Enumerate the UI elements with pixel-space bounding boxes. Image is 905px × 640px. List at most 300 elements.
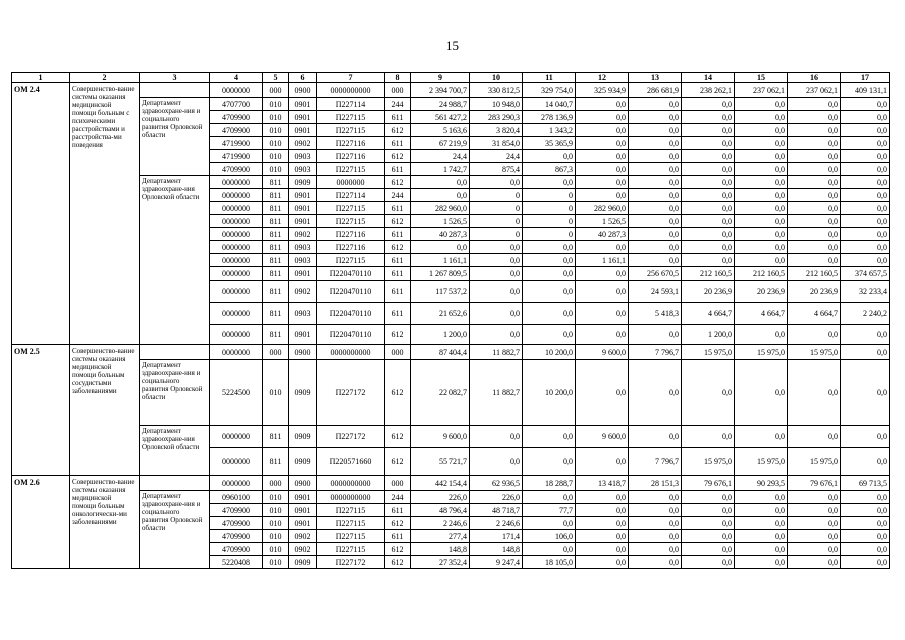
table-cell: 0	[523, 189, 576, 202]
table-cell: 811	[263, 241, 289, 254]
table-cell: 4 664,7	[682, 303, 735, 325]
table-cell: 0,0	[682, 137, 735, 150]
header-cell: 15	[735, 73, 788, 83]
department-cell	[140, 345, 210, 360]
table-cell: 0000000000	[317, 476, 385, 491]
table-cell: 0,0	[841, 556, 890, 569]
table-cell: 811	[263, 228, 289, 241]
table-cell: 90 293,5	[735, 476, 788, 491]
table-cell: 611	[385, 163, 411, 176]
table-cell: 32 233,4	[841, 281, 890, 303]
table-cell: П227115	[317, 517, 385, 530]
table-cell: 0,0	[629, 556, 682, 569]
table-cell: 0,0	[682, 556, 735, 569]
table-cell: 612	[385, 325, 411, 345]
table-cell: 0909	[289, 448, 317, 476]
table-cell: 0,0	[788, 228, 841, 241]
table-cell: 0903	[289, 303, 317, 325]
table-cell: 0,0	[841, 543, 890, 556]
table-cell: 0,0	[576, 137, 629, 150]
table-cell: 2 246,6	[411, 517, 470, 530]
table-cell: 0,0	[629, 325, 682, 345]
table-cell: 10 200,0	[523, 360, 576, 426]
table-cell: 24 988,7	[411, 98, 470, 111]
table-cell: 0,0	[682, 517, 735, 530]
table-cell: 0909	[289, 360, 317, 426]
table-cell: 1 267 809,5	[411, 267, 470, 281]
table-cell: 0,0	[523, 254, 576, 267]
table-cell: 0,0	[470, 254, 523, 267]
table-row	[12, 491, 890, 504]
table-cell: 0,0	[629, 124, 682, 137]
table-cell: 237 062,1	[735, 83, 788, 98]
table-cell: 0,0	[470, 176, 523, 189]
table-cell: 0902	[289, 530, 317, 543]
table-cell: 0,0	[411, 176, 470, 189]
table-row	[12, 426, 890, 448]
table-cell: 15 975,0	[788, 448, 841, 476]
table-cell: 9 600,0	[576, 345, 629, 360]
table-cell: 10 948,0	[470, 98, 523, 111]
table-cell: 0903	[289, 241, 317, 254]
table-cell: 0909	[289, 176, 317, 189]
table-cell: 0,0	[788, 241, 841, 254]
table-cell: П220470110	[317, 325, 385, 345]
table-cell: П227114	[317, 189, 385, 202]
table-cell: 0901	[289, 215, 317, 228]
table-cell: 0,0	[788, 98, 841, 111]
table-cell: 0000000	[210, 176, 263, 189]
header-cell: 5	[263, 73, 289, 83]
table-cell: 212 160,5	[682, 267, 735, 281]
table-cell: 0000000	[210, 228, 263, 241]
table-cell: 0,0	[788, 530, 841, 543]
table-cell: 1 526,5	[576, 215, 629, 228]
table-cell: 0,0	[576, 124, 629, 137]
department-cell: Департамент здравоохране-ния Орловской области	[140, 426, 210, 476]
table-cell: 0,0	[735, 556, 788, 569]
table-cell: 0000000	[210, 345, 263, 360]
table-cell: 0,0	[841, 530, 890, 543]
table-cell: 612	[385, 426, 411, 448]
table-cell: 010	[263, 517, 289, 530]
table-cell: 0901	[289, 504, 317, 517]
table-cell: 4709900	[210, 163, 263, 176]
header-cell: 4	[210, 73, 263, 83]
table-cell: 0,0	[682, 360, 735, 426]
table-cell: 867,3	[523, 163, 576, 176]
table-cell: 244	[385, 98, 411, 111]
table-cell: П227172	[317, 426, 385, 448]
table-cell: 0900	[289, 83, 317, 98]
table-cell: 18 288,7	[523, 476, 576, 491]
budget-table	[11, 72, 890, 569]
table-cell: 0,0	[576, 241, 629, 254]
table-cell: 226,0	[470, 491, 523, 504]
table-cell: П220470110	[317, 303, 385, 325]
table-cell: 0,0	[735, 517, 788, 530]
table-cell: 15 975,0	[735, 345, 788, 360]
table-cell: 0,0	[682, 98, 735, 111]
table-cell: 010	[263, 556, 289, 569]
table-cell: 0902	[289, 137, 317, 150]
table-cell: 15 975,0	[788, 345, 841, 360]
table-cell: 0,0	[841, 325, 890, 345]
table-cell: 1 343,2	[523, 124, 576, 137]
table-cell: 0,0	[682, 124, 735, 137]
table-cell: 282 960,0	[576, 202, 629, 215]
table-cell: 0901	[289, 325, 317, 345]
table-cell: 48 718,7	[470, 504, 523, 517]
table-cell: П227115	[317, 111, 385, 124]
table-cell: 0,0	[576, 491, 629, 504]
table-cell: 20 236,9	[682, 281, 735, 303]
table-cell: 010	[263, 124, 289, 137]
department-cell: Департамент здравоохране-ния Орловской области	[140, 176, 210, 345]
table-cell: 148,8	[411, 543, 470, 556]
table-cell: 4709900	[210, 504, 263, 517]
table-cell: 0960100	[210, 491, 263, 504]
table-cell: 0900	[289, 476, 317, 491]
table-cell: 811	[263, 254, 289, 267]
table-cell: 0,0	[735, 530, 788, 543]
table-cell: 0902	[289, 543, 317, 556]
table-cell: 18 105,0	[523, 556, 576, 569]
table-cell: 0,0	[788, 150, 841, 163]
table-cell: 0,0	[735, 426, 788, 448]
table-cell: 256 670,5	[629, 267, 682, 281]
table-cell: 5 418,3	[629, 303, 682, 325]
table-cell: 0,0	[470, 267, 523, 281]
table-cell: 117 537,2	[411, 281, 470, 303]
table-cell: 40 287,3	[411, 228, 470, 241]
table-cell: 0,0	[576, 150, 629, 163]
table-cell: 325 934,9	[576, 83, 629, 98]
table-cell: 0000000	[210, 281, 263, 303]
table-cell: П227172	[317, 360, 385, 426]
table-cell: 0,0	[576, 543, 629, 556]
table-cell: 0,0	[788, 111, 841, 124]
table-cell: 0,0	[523, 303, 576, 325]
table-cell: 0,0	[841, 254, 890, 267]
table-cell: 811	[263, 426, 289, 448]
table-cell: 0,0	[735, 176, 788, 189]
table-cell: 238 262,1	[682, 83, 735, 98]
table-cell: 374 657,5	[841, 267, 890, 281]
table-cell: 0,0	[629, 254, 682, 267]
section-name: Совершенство-вание системы оказания медицинской помощи больным с психическими расстройствами и расстройства-ми поведения	[70, 83, 140, 345]
table-cell: 0,0	[682, 241, 735, 254]
table-cell: 010	[263, 530, 289, 543]
table-cell: 0,0	[841, 228, 890, 241]
table-cell: 612	[385, 150, 411, 163]
table-cell: 0,0	[682, 426, 735, 448]
table-cell: 35 365,9	[523, 137, 576, 150]
table-cell: 010	[263, 360, 289, 426]
table-cell: 0,0	[682, 215, 735, 228]
table-cell: 0901	[289, 517, 317, 530]
table-cell: 0,0	[629, 517, 682, 530]
table-cell: 0,0	[523, 150, 576, 163]
table-cell: 21 652,6	[411, 303, 470, 325]
table-cell: 4719900	[210, 150, 263, 163]
table-cell: 0,0	[523, 281, 576, 303]
table-cell: 0000000	[210, 241, 263, 254]
table-cell: 612	[385, 448, 411, 476]
table-cell: 0,0	[576, 189, 629, 202]
table-cell: 0901	[289, 98, 317, 111]
table-cell: 79 676,1	[682, 476, 735, 491]
table-cell: 0,0	[735, 254, 788, 267]
table-cell: 0000000	[210, 267, 263, 281]
table-cell: 0901	[289, 124, 317, 137]
table-cell: 0,0	[470, 448, 523, 476]
table-cell: 611	[385, 504, 411, 517]
table-cell: 22 082,7	[411, 360, 470, 426]
table-cell: 000	[263, 83, 289, 98]
table-cell: 0,0	[470, 241, 523, 254]
table-cell: 62 936,5	[470, 476, 523, 491]
table-cell: 15 975,0	[735, 448, 788, 476]
table-cell: 0903	[289, 163, 317, 176]
table-cell: 0,0	[841, 98, 890, 111]
header-cell: 13	[629, 73, 682, 83]
table-cell: 612	[385, 360, 411, 426]
table-cell: 611	[385, 228, 411, 241]
table-cell: 611	[385, 530, 411, 543]
table-cell: 811	[263, 202, 289, 215]
table-cell: 0902	[289, 228, 317, 241]
table-cell: 0,0	[523, 176, 576, 189]
table-cell: 14 040,7	[523, 98, 576, 111]
table-cell: 0,0	[841, 504, 890, 517]
table-cell: 0000000000	[317, 83, 385, 98]
table-cell: 1 200,0	[682, 325, 735, 345]
table-cell: 244	[385, 189, 411, 202]
table-cell: 010	[263, 150, 289, 163]
table-cell: П220470110	[317, 267, 385, 281]
table-cell: 0,0	[841, 189, 890, 202]
table-cell: 0	[523, 202, 576, 215]
table-cell: 0909	[289, 556, 317, 569]
header-cell: 17	[841, 73, 890, 83]
section-code: ОМ 2.6	[12, 476, 70, 569]
table-cell: 0,0	[735, 111, 788, 124]
table-cell: 0,0	[735, 241, 788, 254]
table-cell: П227172	[317, 556, 385, 569]
table-cell: 409 131,1	[841, 83, 890, 98]
table-cell: 0,0	[576, 281, 629, 303]
table-cell: 0,0	[682, 504, 735, 517]
table-cell: 0,0	[629, 98, 682, 111]
table-cell: 212 160,5	[735, 267, 788, 281]
table-cell: 0,0	[523, 267, 576, 281]
header-cell: 8	[385, 73, 411, 83]
table-cell: 0	[523, 228, 576, 241]
table-cell: 0,0	[735, 137, 788, 150]
table-cell: 0,0	[629, 176, 682, 189]
table-row	[12, 345, 890, 360]
table-cell: 0,0	[788, 325, 841, 345]
table-cell: 0,0	[629, 360, 682, 426]
table-cell: 0,0	[523, 426, 576, 448]
table-cell: 1 742,7	[411, 163, 470, 176]
table-cell: 4 664,7	[735, 303, 788, 325]
table-cell: 0,0	[629, 202, 682, 215]
table-cell: 0,0	[788, 215, 841, 228]
table-cell: 0901	[289, 111, 317, 124]
table-cell: 2 240,2	[841, 303, 890, 325]
table-cell: 0901	[289, 267, 317, 281]
table-cell: 0,0	[576, 176, 629, 189]
table-cell: 2 394 700,7	[411, 83, 470, 98]
table-cell: 612	[385, 556, 411, 569]
table-cell: 87 404,4	[411, 345, 470, 360]
table-cell: 0	[470, 189, 523, 202]
table-cell: 0,0	[523, 517, 576, 530]
table-cell: 000	[385, 345, 411, 360]
table-cell: 611	[385, 111, 411, 124]
table-cell: 0,0	[576, 111, 629, 124]
table-cell: 40 287,3	[576, 228, 629, 241]
table-cell: 0,0	[735, 504, 788, 517]
table-cell: 0,0	[735, 491, 788, 504]
table-cell: 9 600,0	[411, 426, 470, 448]
table-cell: 612	[385, 543, 411, 556]
header-cell: 7	[317, 73, 385, 83]
table-cell: 5220408	[210, 556, 263, 569]
table-cell: 000	[263, 476, 289, 491]
table-cell: 171,4	[470, 530, 523, 543]
table-cell: 1 526,5	[411, 215, 470, 228]
table-cell: 0903	[289, 254, 317, 267]
table-cell: 0,0	[682, 202, 735, 215]
table-cell: 0,0	[788, 137, 841, 150]
table-cell: 0,0	[841, 517, 890, 530]
table-cell: 811	[263, 303, 289, 325]
table-cell: 0,0	[788, 163, 841, 176]
table-cell: 7 796,7	[629, 345, 682, 360]
table-cell: 0,0	[523, 491, 576, 504]
table-cell: 611	[385, 281, 411, 303]
table-cell: 611	[385, 202, 411, 215]
table-cell: 0,0	[576, 267, 629, 281]
table-cell: 148,8	[470, 543, 523, 556]
table-cell: 0000000	[210, 202, 263, 215]
header-cell: 10	[470, 73, 523, 83]
header-cell: 3	[140, 73, 210, 83]
table-cell: 0,0	[629, 189, 682, 202]
table-cell: 0,0	[576, 303, 629, 325]
table-cell: 612	[385, 124, 411, 137]
table-cell: 561 427,2	[411, 111, 470, 124]
table-cell: 0,0	[841, 202, 890, 215]
table-cell: 0,0	[629, 530, 682, 543]
table-cell: 55 721,7	[411, 448, 470, 476]
table-cell: 0,0	[735, 543, 788, 556]
table-cell: 226,0	[411, 491, 470, 504]
table-cell: 0,0	[788, 504, 841, 517]
table-cell: 0000000	[210, 426, 263, 448]
table-cell: 67 219,9	[411, 137, 470, 150]
table-cell: 0000000000	[317, 491, 385, 504]
table-cell: 0,0	[629, 150, 682, 163]
table-cell: 0,0	[788, 176, 841, 189]
table-cell: 0,0	[629, 241, 682, 254]
table-cell: 0000000	[317, 176, 385, 189]
table-cell: П227116	[317, 150, 385, 163]
table-cell: 286 681,9	[629, 83, 682, 98]
header-cell: 6	[289, 73, 317, 83]
table-cell: 24,4	[411, 150, 470, 163]
table-cell: 0,0	[576, 504, 629, 517]
table-cell: П227115	[317, 254, 385, 267]
table-cell: 0,0	[629, 426, 682, 448]
table-cell: 11 882,7	[470, 360, 523, 426]
table-cell: П227115	[317, 530, 385, 543]
table-cell: 0,0	[735, 98, 788, 111]
table-cell: П227116	[317, 228, 385, 241]
table-cell: 0901	[289, 189, 317, 202]
department-cell: Департамент здравоохране-ния и социального развития Орловской области	[140, 491, 210, 569]
table-cell: 875,4	[470, 163, 523, 176]
table-cell: 0,0	[682, 254, 735, 267]
department-cell	[140, 476, 210, 491]
table-cell: 0000000	[210, 189, 263, 202]
table-cell: 15 975,0	[682, 448, 735, 476]
table-cell: 27 352,4	[411, 556, 470, 569]
table-cell: 0,0	[788, 254, 841, 267]
table-cell: 0,0	[629, 137, 682, 150]
header-cell: 1	[12, 73, 70, 83]
table-cell: П227116	[317, 241, 385, 254]
table-cell: 0,0	[470, 325, 523, 345]
table-cell: 811	[263, 267, 289, 281]
table-cell: П227115	[317, 215, 385, 228]
table-cell: 0,0	[788, 189, 841, 202]
table-cell: 0,0	[841, 176, 890, 189]
table-cell: 0,0	[788, 360, 841, 426]
table-cell: 0,0	[411, 241, 470, 254]
table-cell: 010	[263, 491, 289, 504]
table-cell: 79 676,1	[788, 476, 841, 491]
header-cell: 2	[70, 73, 140, 83]
table-cell: 9 247,4	[470, 556, 523, 569]
table-cell: П227115	[317, 124, 385, 137]
table-cell: 3 820,4	[470, 124, 523, 137]
table-cell: 0000000	[210, 254, 263, 267]
section-code: ОМ 2.4	[12, 83, 70, 345]
table-cell: 0000000	[210, 83, 263, 98]
section-code: ОМ 2.5	[12, 345, 70, 476]
table-cell: 28 151,3	[629, 476, 682, 491]
table-cell: П220470110	[317, 281, 385, 303]
table-cell: 0000000	[210, 448, 263, 476]
table-cell: 0901	[289, 202, 317, 215]
table-row	[12, 83, 890, 98]
table-cell: 31 854,0	[470, 137, 523, 150]
table-cell: 1 200,0	[411, 325, 470, 345]
table-cell: 0000000	[210, 215, 263, 228]
table-cell: 0000000	[210, 476, 263, 491]
table-cell: 106,0	[523, 530, 576, 543]
table-cell: П227115	[317, 202, 385, 215]
table-cell: 010	[263, 163, 289, 176]
department-cell	[140, 83, 210, 98]
table-cell: 13 418,7	[576, 476, 629, 491]
table-cell: 0,0	[576, 556, 629, 569]
table-cell: 282 960,0	[411, 202, 470, 215]
